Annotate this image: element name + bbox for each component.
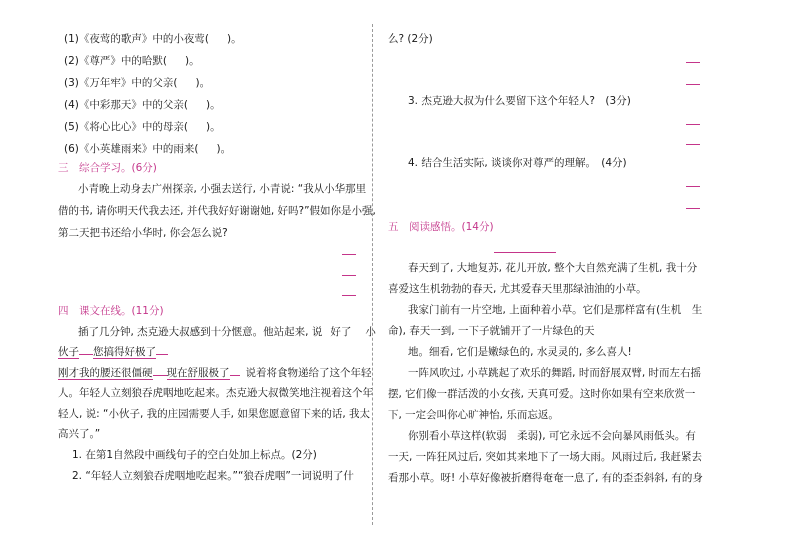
passage-text: 好了 [330,326,352,338]
blank [230,375,240,376]
answer-line [686,62,700,63]
reading-passage-line: 下, 一定会叫你心旷神怡, 乐而忘返。 [388,409,559,421]
section-3-paragraph: 第二天把书还给小华时, 你会怎么说? [58,227,228,239]
item-text: 《小英雄雨来》中的雨来( [78,143,199,155]
passage-text: 插了几分钟, 杰克逊大叔感到十分惬意。他站起来, 说 [78,326,323,338]
item-tail: )。 [184,55,200,67]
reading-passage-line: 地。细看, 它们是嫩绿色的, 水灵灵的, 多么喜人! [408,346,632,358]
blank [79,354,93,355]
passage-line: 轻人, 说: “小伙子, 我的庄园需要人手, 如果您愿意留下来的话, 我太 [58,408,371,420]
reading-passage-line: 春天到了, 大地复苏, 花儿开放, 整个大自然充满了生机, 我十分 [408,262,698,274]
underlined-text: 伙子 [58,346,79,358]
question-4: 4. 结合生活实际, 谈谈你对尊严的理解。 (4分) [408,157,627,169]
item-tail: )。 [205,99,221,111]
underlined-text: 您搞得好极了 [93,346,156,358]
item-text: 《将心比心》中的母亲( [78,121,188,133]
item-tail: )。 [205,121,221,133]
item-4 [64,98,221,112]
column-divider [372,24,373,525]
answer-line [686,144,700,145]
answer-line [686,208,700,209]
underlined-text: 刚才我的腰还很僵硬 [58,367,153,379]
item-number: (1) [64,33,79,45]
question-2: 2. “年轻人立刻狼吞虎咽地吃起来。”“狼吞虎咽”一词说明了什 [72,470,354,482]
reading-passage-line: 喜爱这生机勃勃的春天, 尤其爱春天里那绿油油的小草。 [388,283,647,295]
answer-line [342,254,356,255]
reading-passage-line: 你别看小草这样(软弱 柔弱), 可它永远不会向暴风雨低头。有 [408,430,696,442]
question-3: 3. 杰克逊大叔为什么要留下这个年轻人? (3分) [408,95,631,107]
item-5 [64,120,221,134]
item-number: (3) [64,77,79,89]
item-tail: )。 [216,143,232,155]
section-3-paragraph: 借的书, 请你明天代我去还, 并代我好好谢谢她, 好吗?”假如你是小强, [58,205,376,217]
answer-line [686,84,700,85]
passage-text: 说着将食物递给了这个年轻 [245,367,372,379]
passage-line [78,325,376,339]
item-text: 《中彩那天》中的父亲( [78,99,188,111]
item-3 [64,76,210,90]
item-6 [64,142,231,156]
reading-passage-line: 一天, 一阵狂风过后, 突如其来地下了一场大雨。风雨过后, 我赶紧去 [388,451,703,463]
reading-passage-line: 摆, 它们像一群活泼的小女孩, 天真可爱。这时你如果有空来欣赏一 [388,388,696,400]
passage-line: 人。年轻人立刻狼吞虎咽地吃起来。杰克逊大叔微笑地注视着这个年 [58,387,373,399]
blank [153,375,167,376]
item-text: 《尊严》中的哈默( [78,55,167,67]
passage-line [58,345,168,359]
answer-line [686,124,700,125]
answer-line [342,275,356,276]
passage-line: 高兴了。” [58,428,101,440]
item-tail: )。 [195,77,211,89]
reading-passage-line: 命), 春天一到, 一下子就铺开了一片绿色的天 [388,325,595,337]
question-1: 1. 在第1自然段中画线句子的空白处加上标点。(2分) [72,449,317,461]
underlined-text: 现在舒服极了 [166,367,230,379]
section-3-paragraph: 小青晚上动身去广州探亲, 小强去送行, 小青说: “我从小华那里 [78,183,367,195]
reading-passage-line: 我家门前有一片空地, 上面种着小草。它们是那样富有(生机 生 [408,304,703,316]
item-number: (2) [64,55,79,67]
section-4-heading: 四 课文在线。(11分) [58,305,164,317]
section-5-heading: 五 阅读感悟。(14分) [388,221,494,233]
reading-passage-line: 看那小草。呀! 小草好像被折磨得奄奄一息了, 有的歪歪斜斜, 有的身 [388,472,703,484]
answer-line [342,295,356,296]
item-text: 《万年牢》中的父亲( [78,77,178,89]
question-2-continued: 么? (2分) [388,33,433,45]
reading-passage-line: 一阵风吹过, 小草跳起了欢乐的舞蹈, 时而舒展双臂, 时而左右摇 [408,367,702,379]
section-3-heading: 三 综合学习。(6分) [58,162,157,174]
title-blank-line [494,252,556,253]
item-tail: )。 [226,33,242,45]
item-number: (6) [64,143,79,155]
item-2 [64,54,200,68]
answer-line [686,186,700,187]
item-number: (4) [64,99,79,111]
passage-line [58,366,372,380]
blank [156,354,168,355]
item-text: 《夜莺的歌声》中的小夜莺( [78,33,209,45]
passage-text: 小 [365,326,376,338]
item-number: (5) [64,121,79,133]
item-1 [64,32,242,46]
